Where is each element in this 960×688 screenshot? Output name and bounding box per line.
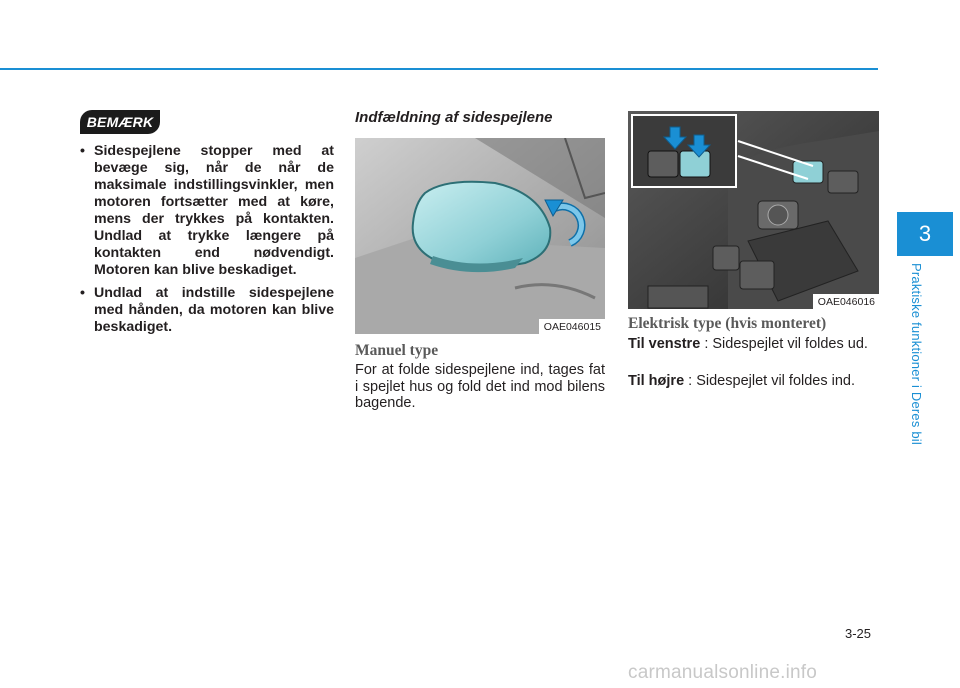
electric-mirror-figure: [628, 111, 879, 309]
manual-heading: Manuel type: [355, 342, 439, 359]
note-badge: BEMÆRK: [80, 110, 160, 134]
left-term: Til venstre: [628, 336, 701, 352]
note-item: [80, 285, 334, 336]
bullet-icon: •: [80, 285, 85, 301]
figure-code: OAE046015: [539, 319, 605, 334]
note-text: Sidespejlene stopper med at bevæge sig, når de når de maksimale indstillingsvinkler, men motoren fortsætter med at køre, mens der trykkes på kontakten. Undlad at trykke længere på kontakten end nødvendigt. Motoren kan blive beskadiget.: [94, 143, 334, 278]
note-text: Undlad at indstille sidespejlene med hånden, da motoren kan blive beskadiget.: [94, 285, 334, 335]
chapter-tab: 3: [897, 212, 953, 256]
manual-mirror-figure: [355, 138, 605, 334]
manual-text: For at folde sidespejlene ind, tages fat i spejlet hus og fold det ind mod bilens bagende.: [355, 362, 605, 411]
right-desc: : Sidespejlet vil foldes ind.: [688, 373, 856, 389]
bullet-icon: •: [80, 143, 85, 159]
door-switch-illustration: [628, 111, 879, 309]
section-title: Indfældning af sidespejlene: [355, 109, 553, 126]
right-term: Til højre: [628, 373, 685, 389]
figure-code: OAE046016: [813, 294, 879, 309]
electric-heading: Elektrisk type (hvis monteret): [628, 315, 827, 332]
note-list: [80, 143, 334, 342]
watermark: carmanualsonline.info: [628, 662, 818, 683]
left-definition: [628, 336, 880, 352]
page-number: 3-25: [845, 626, 872, 641]
left-desc: : Sidespejlet vil foldes ud.: [704, 336, 868, 352]
right-definition: [628, 373, 880, 389]
chapter-title: Praktiske funktioner i Deres bil: [909, 263, 924, 445]
note-item: [80, 143, 334, 279]
mirror-illustration: [355, 138, 605, 334]
header-rule: [0, 68, 878, 70]
